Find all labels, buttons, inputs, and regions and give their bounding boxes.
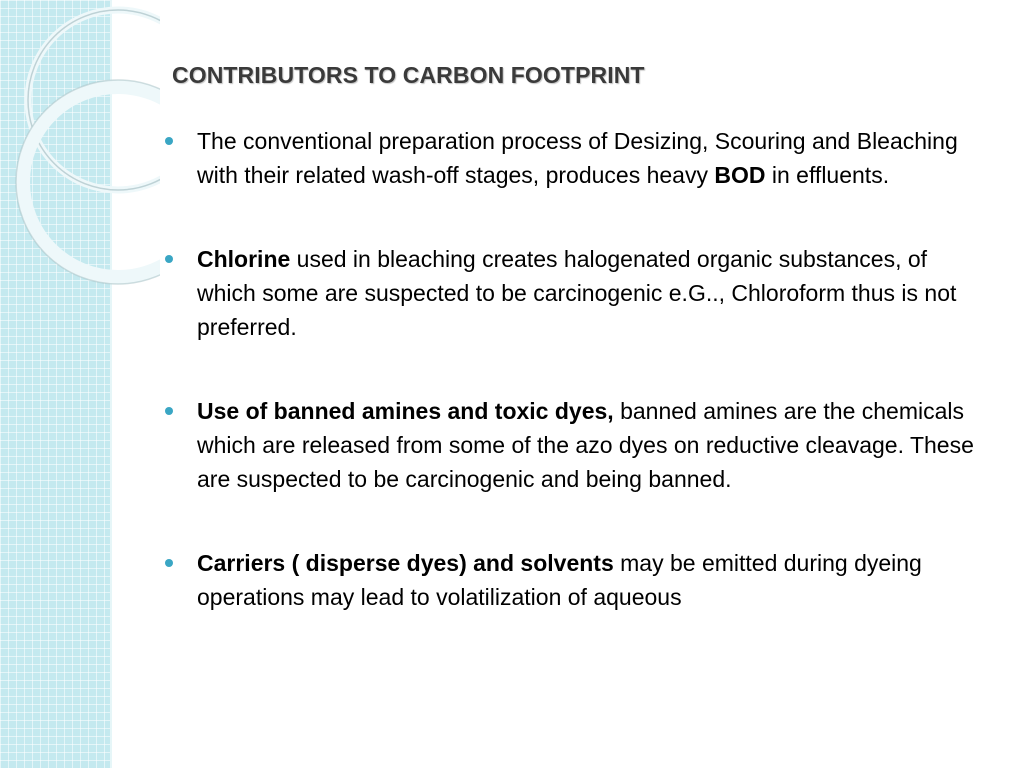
bullet-item: [164, 242, 984, 344]
decorative-ring-inner: [23, 87, 160, 277]
bullet-text-post: used in bleaching creates halogenated organic substances, of which some are suspected to be carcinogenic e.G.., Chloroform thus is not preferred.: [197, 246, 957, 340]
bullet-text-post: in effluents.: [765, 162, 890, 188]
bullet-dot-icon: [165, 255, 173, 263]
bullet-item: [164, 124, 984, 192]
bullet-dot-icon: [165, 407, 173, 415]
bullet-text-post: may be emitted during dyeing operations may lead to volatilization of aqueous: [197, 550, 922, 610]
decorative-ring-outer: [28, 10, 160, 190]
bullet-text-bold: Carriers ( disperse dyes) and solvents: [197, 550, 614, 576]
decorative-ring-outer-edge: [28, 10, 160, 190]
slide-title: CONTRIBUTORS TO CARBON FOOTPRINT: [172, 62, 645, 88]
bullet-item: [164, 546, 984, 614]
bullet-text: [197, 398, 974, 492]
bullet-text-bold: Use of banned amines and toxic dyes,: [197, 398, 614, 424]
bullet-text: [197, 128, 958, 188]
bullet-dot-icon: [165, 559, 173, 567]
bullet-item: [164, 394, 984, 496]
bullet-dot-icon: [165, 137, 173, 145]
decorative-rings-graphic: [0, 0, 160, 300]
bullet-text: [197, 550, 922, 610]
bullet-text-bold: BOD: [714, 162, 766, 188]
bullet-list: [164, 124, 984, 614]
bullet-text-bold: Chlorine: [197, 246, 291, 272]
bullet-text-post: banned amines are the chemicals which are released from some of the azo dyes on reductive cleavage. These are suspected to be carcinogenic and being banned.: [197, 398, 974, 492]
bullet-text: [197, 246, 956, 340]
bullet-text-pre: The conventional preparation process of Desizing, Scouring and Bleaching with their related wash-off stages, produces heavy: [197, 128, 958, 188]
